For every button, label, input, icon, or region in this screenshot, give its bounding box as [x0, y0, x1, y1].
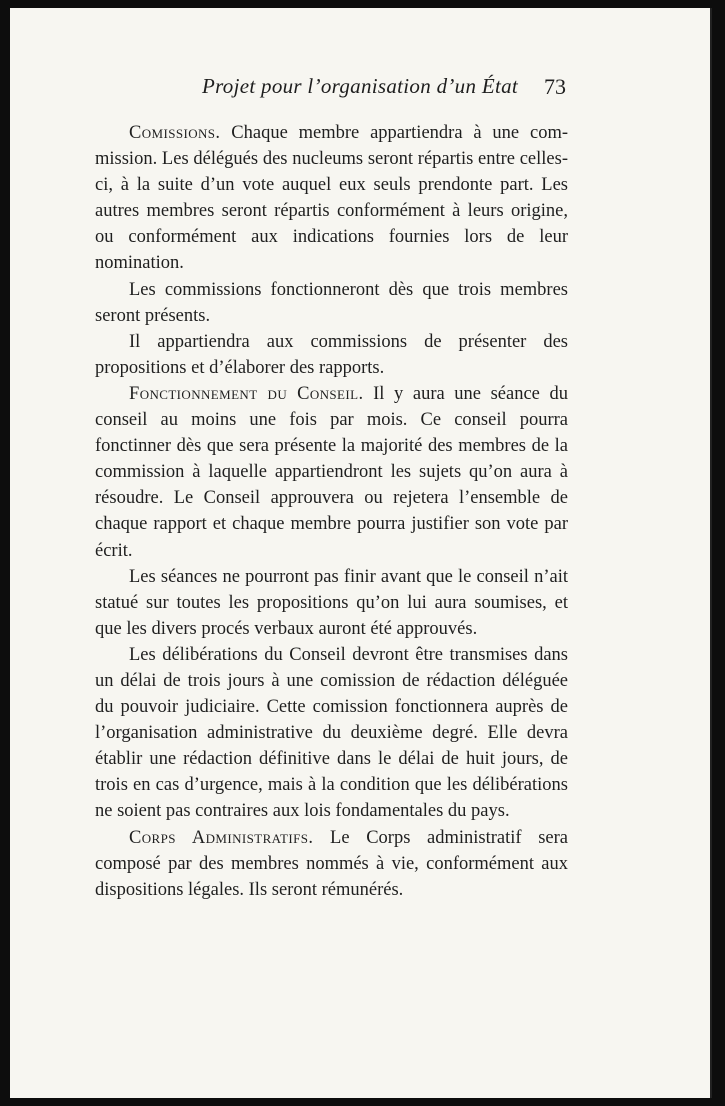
book-page [10, 8, 712, 1098]
paragraph [95, 120, 568, 277]
paragraph [95, 329, 568, 381]
paragraph [95, 564, 568, 642]
paragraph [95, 277, 568, 329]
paragraph-text: Les délibérations du Conseil devront être transmises dans un délai de trois jours à une comission de rédaction déléguée du pouvoir judiciaire. Cette comission fonctionnera auprès de l’organisation administrative du deuxième degré. Elle devra établir une rédaction définitive dans le délai de huit jours, de trois en cas d’urgence, mais à la condition que les délibérations ne soient pas contraires aux lois fondamentales du pays. [95, 644, 568, 822]
running-title: Projet pour l’organisation d’un État [201, 74, 519, 98]
paragraph-text: Il y aura une séance du conseil au moins une fois par mois. Ce conseil pourra fonctinner dès que sera présente la majorité des membres de la commission à laquelle appartiendront les sujets qu’on aura à résoudre. Le Conseil approuvera ou rejetera l’ensemble de chaque rapport et chaque membre pourra justifier son vote par écrit. [95, 383, 568, 561]
paragraph [95, 825, 568, 903]
page-number: 73 [544, 74, 566, 99]
paragraph-text: Le Corps administratif sera composé par des membres nommés à vie, conformément aux dispositions légales. Ils seront rémunérés. [95, 827, 569, 900]
paragraph-text: Les commissions fonctionneront dès que trois membres seront présents. [95, 279, 568, 326]
paragraph-text: Chaque membre appartiendra à une commission. Les délégués des nucleums seront répartis entre celles-ci, à la suite d’un vote auquel eux seuls prendonte part. Les autres membres seront répartis conformément à leurs origine, ou conformément aux indications fournies lors de leur nomination. [95, 123, 569, 274]
body-text [95, 120, 568, 903]
paragraph-text: Les séances ne pourront pas finir avant que le conseil n’ait statué sur toutes les propositions qu’on lui aura soumises, et que les divers procés verbaux auront été approuvés. [95, 566, 568, 639]
section-heading: Corps Administratifs. [129, 827, 314, 848]
paragraph [95, 642, 568, 825]
paragraph [95, 381, 568, 564]
section-heading: Fonctionnement du Conseil. [129, 383, 364, 404]
paragraph-text: Il appartiendra aux commissions de présenter des propositions et d’élaborer des rapports. [95, 331, 568, 378]
section-heading: Comissions. [129, 123, 221, 143]
page-header [10, 74, 710, 108]
